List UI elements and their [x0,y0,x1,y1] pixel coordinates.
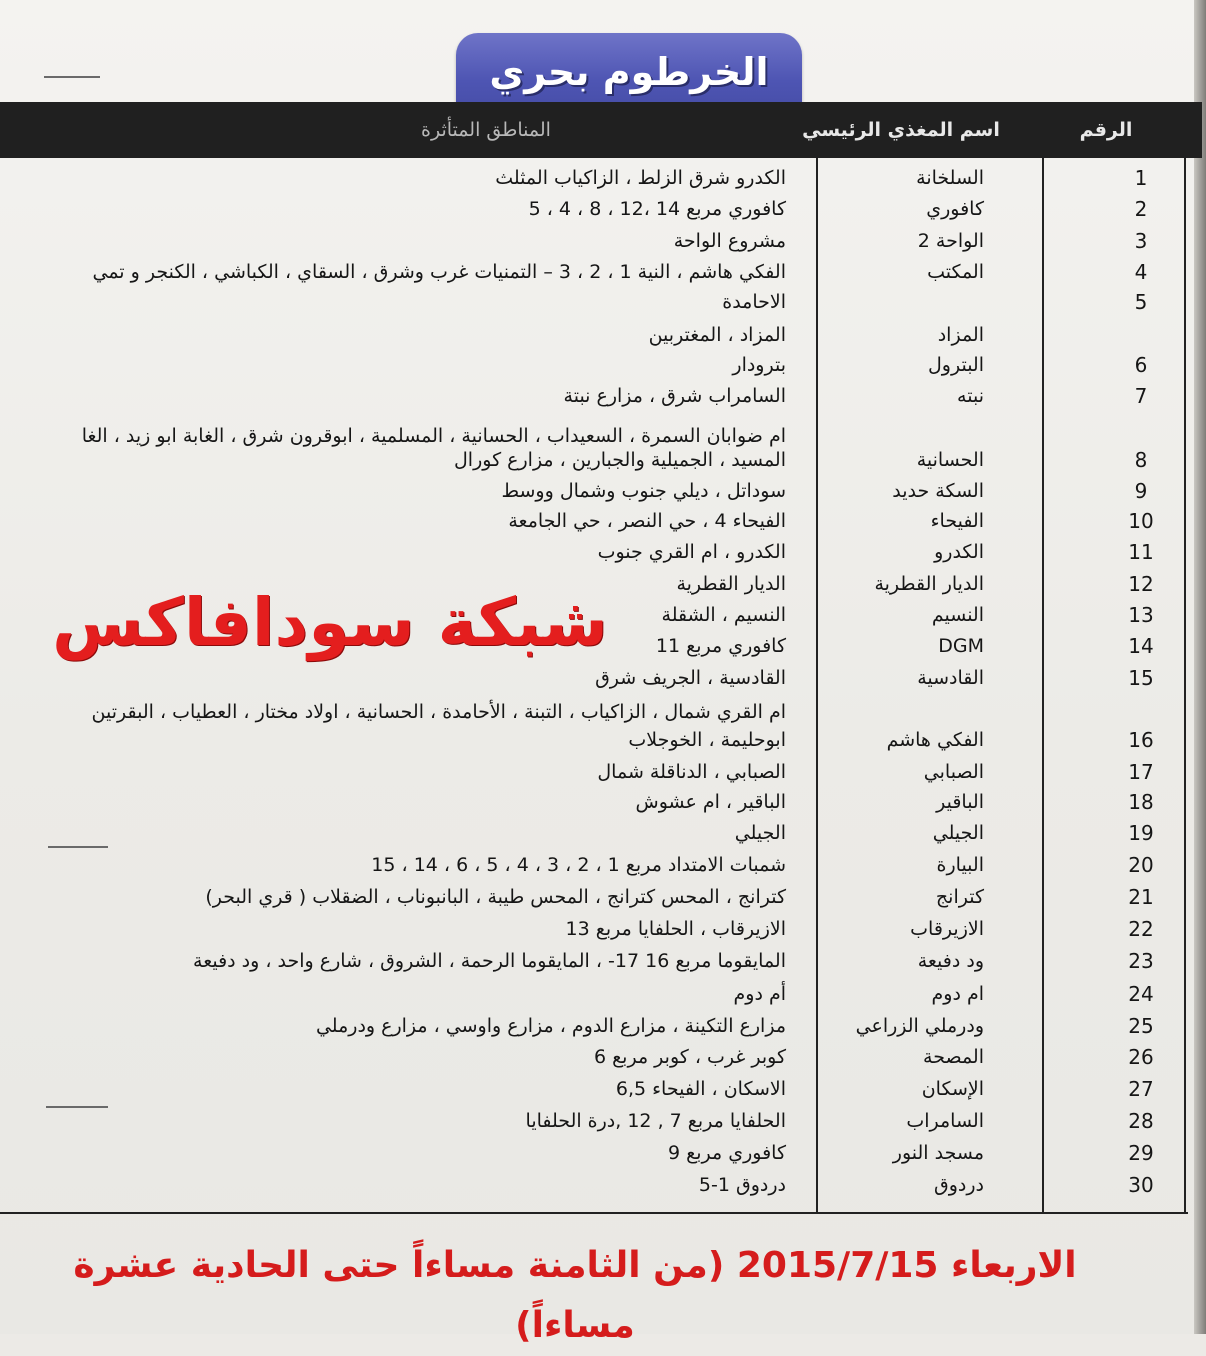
feeder-name: الواحة 2 [917,230,984,252]
row-number: 19 [1128,821,1154,845]
affected-areas: ام ضوابان السمرة ، السعيداب ، الحسانية ، المسلمية ، ابوقرون شرق ، الغابة ابو زيد ، الغا [81,425,786,447]
affected-areas: أم دوم [733,983,786,1005]
affected-areas: الكدرو ، ام القري جنوب [597,541,786,563]
row-number: 5 [1134,290,1148,314]
affected-areas: الجيلي [734,822,786,844]
affected-areas: كوبر غرب ، كوبر مربع 6 [593,1046,786,1068]
row-number: 12 [1128,572,1154,596]
affected-areas: كافوري مربع 9 [667,1142,786,1164]
table-border-bottom [0,1212,1188,1214]
decorative-dash [44,76,100,78]
affected-areas: الازيرقاب ، الحلفايا مربع 13 [565,918,786,940]
feeder-name: الفيحاء [930,510,984,532]
row-number: 25 [1128,1014,1154,1038]
affected-areas: السامراب شرق ، مزارع نبتة [563,385,786,407]
affected-areas: الكدرو شرق الزلط ، الزاكياب المثلث [495,167,786,189]
affected-areas: مشروع الواحة [673,230,786,252]
feeder-name: القادسية [917,667,984,689]
affected-areas: القادسية ، الجريف شرق [595,667,786,689]
feeder-name: السلخانة [916,167,984,189]
column-divider [816,158,818,1214]
row-number: 3 [1134,229,1148,253]
feeder-name: ودرملي الزراعي [855,1015,984,1037]
feeder-name: الحسانية [916,449,984,471]
row-number: 4 [1134,260,1148,284]
affected-areas: الاسكان ، الفيحاء 6,5 [615,1078,786,1100]
row-number: 30 [1128,1173,1154,1197]
decorative-dash [48,846,108,848]
feeder-name: المكتب [927,261,984,283]
feeder-name: السامراب [906,1110,984,1132]
feeder-name: الديار القطرية [874,573,984,595]
row-number: 20 [1128,853,1154,877]
feeder-name: الصبابي [923,761,984,783]
page-title: الخرطوم بحري [489,50,769,94]
header-number: الرقم [1079,119,1133,141]
affected-areas: سوداتل ، ديلي جنوب وشمال ووسط [501,480,786,502]
affected-areas: الباقير ، ام عشوش [635,791,786,813]
affected-areas: ابوحليمة ، الخوجلاب [628,729,786,751]
affected-areas: الفكي هاشم ، النية 1 ، 2 ، 3 – التمنيات غرب وشرق ، السقاي ، الكباشي ، الكنجر و تمي [92,261,786,283]
affected-areas: المايقوما مربع 16 17- ، المايقوما الرحمة ، الشروق ، شارع واحد ، ود دفيعة [193,950,786,972]
affected-areas: الفيحاء 4 ، حي النصر ، حي الجامعة [508,510,786,532]
affected-areas: دردوق 1-5 [698,1174,786,1196]
table-border-right [1184,158,1186,1214]
row-number: 17 [1128,760,1154,784]
row-number: 2 [1134,197,1148,221]
row-number: 23 [1128,949,1154,973]
affected-areas: ام القري شمال ، الزاكياب ، التبنة ، الأحامدة ، الحسانية ، اولاد مختار ، العطياب ، البقرتين [91,701,786,723]
header-feeder: اسم المغذي الرئيسي [802,119,1000,141]
row-number: 8 [1134,448,1148,472]
affected-areas: المسيد ، الجميلية والجبارين ، مزارع كورال [454,449,786,471]
row-number: 18 [1128,790,1154,814]
affected-areas: النسيم ، الشقلة [661,604,786,626]
row-number: 6 [1134,353,1148,377]
row-number: 7 [1134,384,1148,408]
row-number: 9 [1134,479,1148,503]
affected-areas: المزاد ، المغتربين [648,324,786,346]
row-number: 29 [1128,1141,1154,1165]
feeder-name: مسجد النور [892,1142,984,1164]
feeder-name: النسيم [931,604,984,626]
feeder-name: دردوق [933,1174,984,1196]
row-number: 10 [1128,509,1154,533]
feeder-name: الجيلي [932,822,984,844]
row-number: 21 [1128,885,1154,909]
affected-areas: كترانج ، المحس كترانج ، المحس طيبة ، البانبوناب ، الضقلاب ( قري البحر) [205,886,786,908]
feeder-name: الباقير [936,791,984,813]
row-number: 27 [1128,1077,1154,1101]
row-number: 13 [1128,603,1154,627]
header-areas: المناطق المتأثرة [421,119,551,141]
affected-areas: الصبابي ، الدناقلة شمال [597,761,786,783]
feeder-name: الكدرو [934,541,984,563]
row-number: 1 [1134,166,1148,190]
row-number: 16 [1128,728,1154,752]
feeder-name: الفكي هاشم [886,729,984,751]
row-number: 15 [1128,666,1154,690]
affected-areas: بترودار [732,354,786,376]
row-number: 26 [1128,1045,1154,1069]
decorative-dash [46,1106,108,1108]
affected-areas: كافوري مربع 14 ،12 ، 8 ، 4 ، 5 [528,198,786,220]
row-number: 14 [1128,634,1154,658]
row-number: 11 [1128,540,1154,564]
schedule-footer: الاربعاء 2015/7/15 (من الثامنة مساءاً حتى الحادية عشرة مساءاً) [73,1245,1077,1346]
feeder-name: الإسكان [921,1078,984,1100]
feeder-name: الازيرقاب [910,918,984,940]
row-number: 24 [1128,982,1154,1006]
page-edge [1194,0,1206,1334]
row-number: 22 [1128,917,1154,941]
feeder-name: كترانج [935,886,984,908]
feeder-name: السكة حديد [892,480,984,502]
column-divider [1042,158,1044,1214]
feeder-name: المصحة [923,1046,984,1068]
affected-areas: كافوري مربع 11 [655,635,786,657]
feeder-name: DGM [938,635,984,657]
affected-areas: الحلفايا مربع 7 , 12 ,درة الحلفايا [525,1110,786,1132]
row-number: 28 [1128,1109,1154,1133]
feeder-name: ود دفيعة [917,950,984,972]
affected-areas: مزارع التكينة ، مزارع الدوم ، مزارع واوسي ، مزارع ودرملي [315,1015,786,1037]
affected-areas: الاحامدة [722,291,786,313]
row-number [1106,322,1176,348]
feeder-name: نبته [957,385,984,407]
feeder-name: البيارة [936,854,984,876]
feeder-name: المزاد [937,324,984,346]
watermark-text: شبكة سودافاكس [52,584,608,661]
feeder-name: ام دوم [931,983,984,1005]
affected-areas: الديار القطرية [676,573,786,595]
row-number [1106,423,1176,449]
affected-areas: شمبات الامتداد مربع 1 ، 2 ، 3 ، 4 ، 5 ، 6 ، 14 ، 15 [371,854,786,876]
feeder-name: كافوري [926,198,984,220]
feeder-name: البترول [928,354,984,376]
row-number [1106,699,1176,725]
